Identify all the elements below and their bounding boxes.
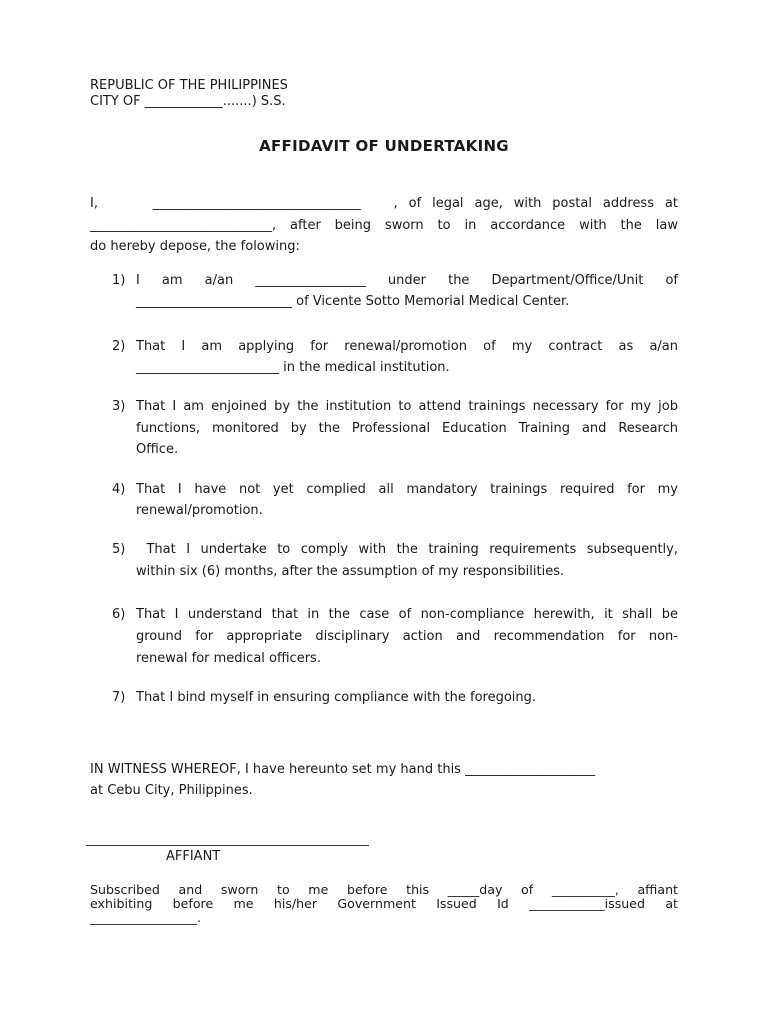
item-1-line-1: I am a/an _________________ under the Department/Office/Unit of [136, 273, 678, 288]
document-title: AFFIDAVIT OF UNDERTAKING [259, 137, 509, 155]
header-republic: REPUBLIC OF THE PHILIPPINES [90, 78, 288, 93]
item-2-line-2: ______________________ in the medical institution. [136, 360, 450, 375]
item-6-line-2: ground for appropriate disciplinary action and recommendation for non- [136, 629, 678, 644]
intro-line-2: ____________________________, after being sworn to in accordance with the law [90, 218, 678, 233]
item-5-number: 5) [112, 542, 126, 557]
witness-line-2: at Cebu City, Philippines. [90, 783, 253, 798]
item-6-line-1: That I understand that in the case of non-compliance herewith, it shall be [136, 607, 678, 622]
subscribed-line-1: Subscribed and sworn to me before this _____day of __________, affiant [90, 882, 678, 897]
affiant-signature-line [86, 845, 369, 846]
item-6-number: 6) [112, 607, 126, 622]
subscribed-line-2: exhibiting before me his/her Government Issued Id ____________issued at [90, 896, 678, 911]
item-2-number: 2) [112, 339, 126, 354]
subscribed-line-3: _________________. [90, 910, 202, 925]
item-7-line-1: That I bind myself in ensuring compliance with the foregoing. [136, 690, 537, 705]
item-3-line-1: That I am enjoined by the institution to attend trainings necessary for my job [136, 399, 678, 414]
intro-line-3: do hereby depose, the folowing: [90, 239, 300, 254]
item-7-number: 7) [112, 690, 126, 705]
item-4-number: 4) [112, 482, 126, 497]
item-4-line-2: renewal/promotion. [136, 503, 263, 518]
item-1-line-2: ________________________ of Vicente Sotto Memorial Medical Center. [136, 294, 570, 309]
item-1-number: 1) [112, 273, 126, 288]
item-5-line-2: within six (6) months, after the assumption of my responsibilities. [136, 564, 565, 579]
item-5-line-1: That I undertake to comply with the training requirements subsequently, [136, 542, 678, 557]
item-6-line-3: renewal for medical officers. [136, 651, 321, 666]
item-3-line-2: functions, monitored by the Professional Education Training and Research [136, 421, 678, 436]
item-3-number: 3) [112, 399, 126, 414]
item-3-line-3: Office. [136, 442, 179, 457]
item-2-line-1: That I am applying for renewal/promotion of my contract as a/an [136, 339, 678, 354]
header-city: CITY OF ____________.......) S.S. [90, 94, 286, 109]
intro-line-1: I, ________________________________ , of legal age, with postal address at [90, 196, 678, 211]
item-4-line-1: That I have not yet complied all mandatory trainings required for my [136, 482, 678, 497]
affiant-label: AFFIANT [166, 849, 221, 864]
witness-line-1: IN WITNESS WHEREOF, I have hereunto set my hand this ____________________ [90, 762, 596, 777]
